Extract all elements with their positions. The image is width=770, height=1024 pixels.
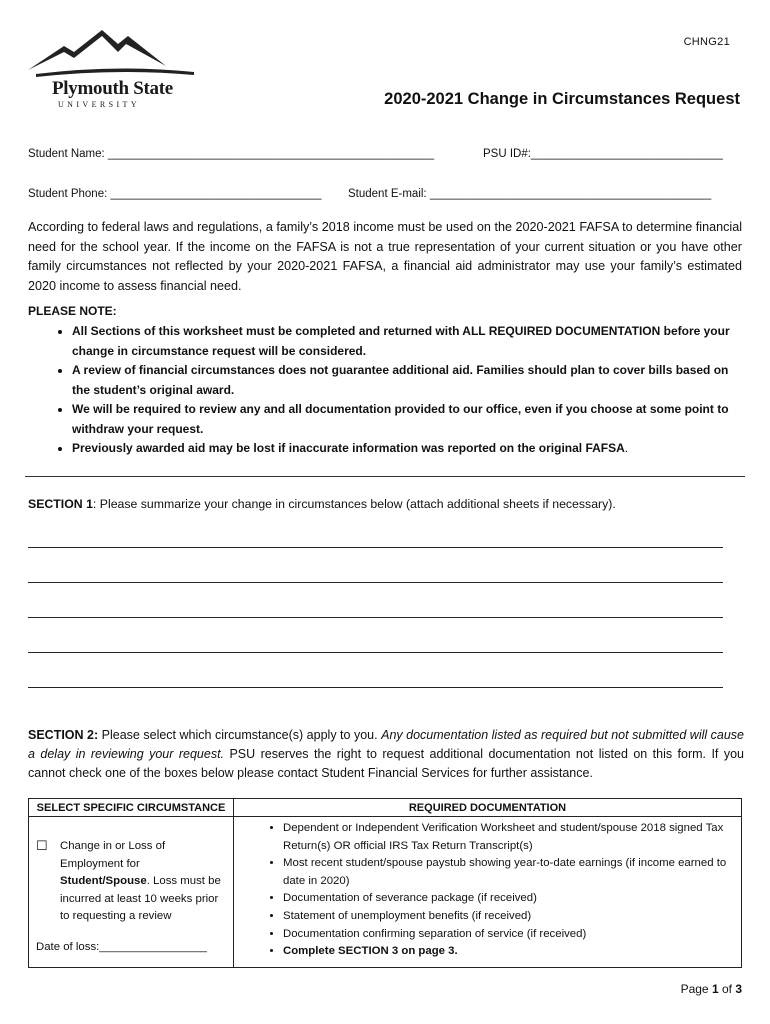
note-item-text: Previously awarded aid may be lost if inaccurate information was reported on the original FAFSA — [72, 441, 625, 455]
circumstance-cell — [29, 817, 234, 968]
note-title: PLEASE NOTE: — [28, 304, 117, 318]
summary-line[interactable] — [28, 582, 723, 583]
psu-id-field[interactable]: PSU ID#:______________________________ — [483, 148, 723, 160]
requirement-item: • Most recent student/spouse paystub showing year-to-date earnings (if income earned to date in 2020) — [283, 855, 734, 890]
section2-label: SECTION 2: — [28, 728, 99, 742]
logo-wordmark: Plymouth State — [52, 78, 173, 99]
summary-line[interactable] — [28, 652, 723, 653]
student-name-field[interactable]: Student Name: ___________________________________________________ — [28, 148, 435, 160]
section1-heading — [28, 497, 616, 511]
requirement-item: • Documentation of severance package (if received) — [283, 890, 734, 908]
intro-paragraph: According to federal laws and regulations, a family’s 2018 income must be used on the 2020-2021 FAFSA to determine financial need for the school year. If the income on the FAFSA is not a true representation of your current situation or you have other family circumstances not reflected by your 2020-2021 FAFSA, a financial aid administrator may use your family’s estimated 2020 income to assess financial need. — [28, 220, 742, 293]
section2-paragraph — [28, 726, 744, 783]
page-current: 1 — [711, 982, 719, 996]
summary-line[interactable] — [28, 617, 723, 618]
col-header-circumstance: SELECT SPECIFIC CIRCUMSTANCE — [29, 799, 234, 817]
date-of-loss-field[interactable]: Date of loss:_________________ — [36, 941, 208, 953]
summary-line[interactable] — [28, 687, 723, 688]
note-item: • All Sections of this worksheet must be completed and returned with ALL REQUIRED DOCUMENTATION before your change in circumstance request will be considered. — [72, 322, 744, 361]
page-number — [681, 982, 742, 996]
page-prefix: Page — [680, 982, 712, 996]
col-header-documentation: REQUIRED DOCUMENTATION — [234, 799, 742, 817]
section2-italic: Any documentation listed as required but not submitted will cause a delay in reviewing your request. — [28, 728, 744, 761]
summary-line[interactable] — [28, 547, 723, 548]
student-phone-field[interactable]: Student Phone: _________________________________ — [28, 188, 322, 200]
requirement-item: • Documentation confirming separation of service (if received) — [283, 926, 734, 944]
circ-text-bold: Student/Spouse — [60, 875, 147, 887]
page-total: 3 — [735, 982, 742, 996]
logo-subtitle: UNIVERSITY — [58, 100, 140, 109]
form-code: CHNG21 — [683, 36, 730, 48]
note-item: • A review of financial circumstances does not guarantee additional aid. Families should plan to cover bills based on the student’s original award. — [72, 361, 744, 400]
note-item: • We will be required to review any and all documentation provided to our office, even if you choose at some point to withdraw your request. — [72, 400, 744, 439]
circumstance-text — [60, 838, 228, 926]
circ-text-part: Change in or Loss of Employment for — [60, 840, 166, 870]
circumstance-table — [28, 798, 742, 968]
note-list — [28, 322, 744, 459]
student-email-field[interactable]: Student E-mail: ____________________________________________ — [348, 188, 712, 200]
requirement-item: • Statement of unemployment benefits (if received) — [283, 908, 734, 926]
requirement-item: • Dependent or Independent Verification Worksheet and student/spouse 2018 signed Tax Return(s) OR official IRS Tax Return Transcript(s) — [283, 820, 734, 855]
university-logo — [26, 22, 198, 114]
checkbox[interactable]: ☐ — [36, 838, 48, 853]
note-item-period: . — [624, 441, 629, 455]
circ-text-part-2: . Loss must be incurred at least 10 weeks prior to requesting a review — [60, 875, 221, 922]
requirement-item-final: • Complete SECTION 3 on page 3. — [283, 943, 734, 961]
section1-text: : Please summarize your change in circumstances below (attach additional sheets if necessary). — [92, 497, 616, 511]
requirements-list — [235, 818, 740, 961]
section2-text-2: PSU reserves the right to request additional documentation not listed on this form. If you cannot check one of the boxes below please contact Student Financial Services for further assistance. — [28, 747, 744, 780]
section2-text: Please select which circumstance(s) apply to you. — [98, 728, 382, 742]
document-title: 2020-2021 Change in Circumstances Request — [384, 90, 740, 108]
section-divider — [25, 476, 745, 477]
section1-label: SECTION 1 — [28, 497, 93, 511]
page-of: of — [718, 982, 736, 996]
note-item — [72, 439, 744, 459]
documentation-cell — [234, 817, 742, 968]
